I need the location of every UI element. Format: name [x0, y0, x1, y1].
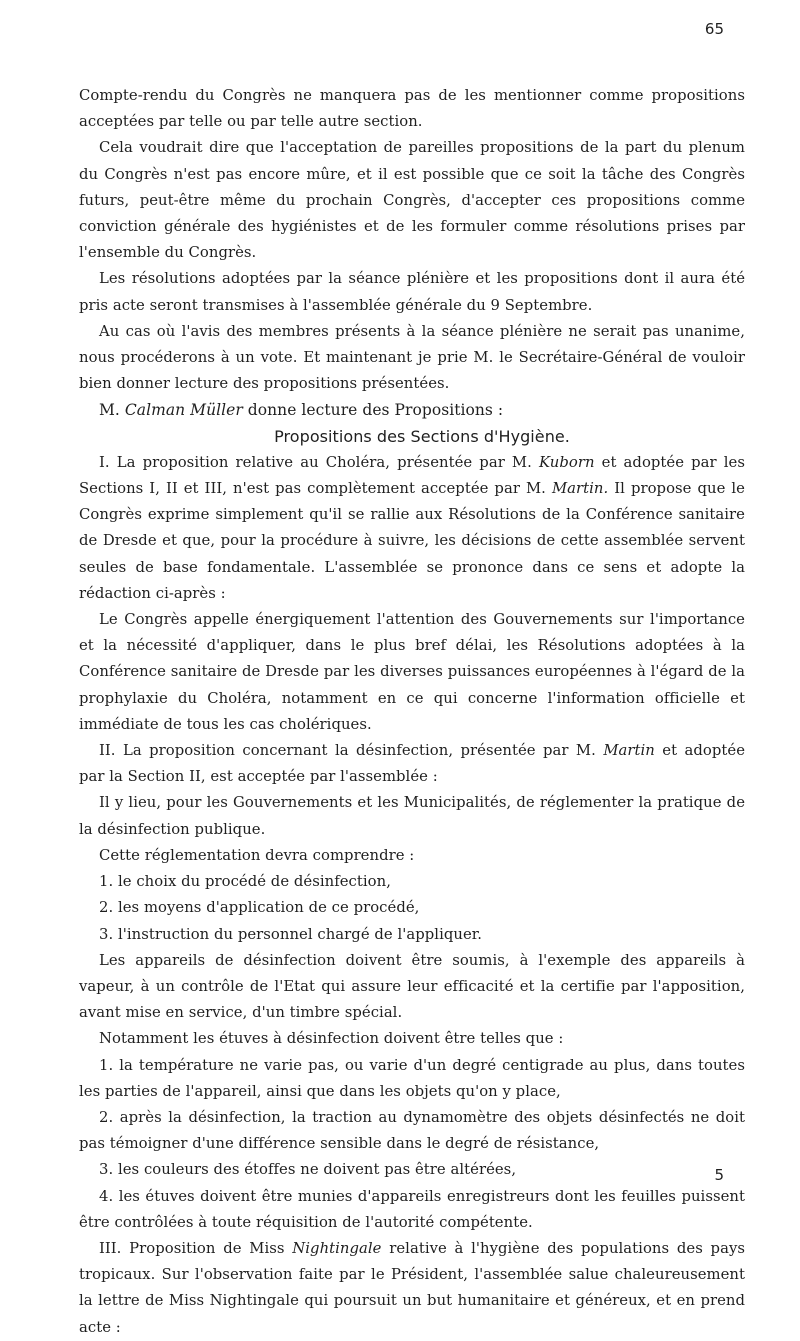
proposition-3 — [79, 1236, 745, 1341]
proposition-1-text-b: et adoptée par les Sections I, II et III, n'est pas complètement acceptée par M. — [79, 453, 745, 498]
list-item: 3. les couleurs des étoffes ne doivent pas être altérées, — [99, 1161, 517, 1179]
page-number-top: 65 — [704, 20, 724, 38]
document-body — [79, 83, 745, 1341]
section-heading: Propositions des Sections d'Hygiène. — [274, 426, 570, 446]
list-item: 2. les moyens d'application de ce procédé, — [99, 899, 420, 917]
author-name: Kuborn — [538, 453, 595, 471]
paragraph: Compte-rendu du Congrès ne manquera pas de les mentionner comme propositions acceptées par telle ou par telle autre section. — [79, 87, 745, 131]
proposition-3-text-a: III. Proposition de Miss — [99, 1239, 285, 1257]
proposition-2-text-a: II. La proposition concernant la désinfection, présentée par M. — [99, 742, 596, 760]
paragraph: Au cas où l'avis des membres présents à la séance plénière ne serait pas unanime, nous procéderons à un vote. Et maintenant je prie M. le Secrétaire-Général de vouloir bien donner lecture des propositions présentées. — [79, 322, 745, 393]
author-name: Nightingale — [292, 1239, 382, 1257]
paragraph: Il y lieu, pour les Gouvernements et les Municipalités, de réglementer la pratique de la désinfection publique. — [79, 794, 745, 838]
list-item: 1. la température ne varie pas, ou varie d'un degré centigrade au plus, dans toutes les parties de l'appareil, ainsi que dans les objets qu'on y place, — [79, 1056, 745, 1100]
proposition-1-text-a: I. La proposition relative au Choléra, présentée par M. — [99, 453, 532, 471]
list-item: 2. après la désinfection, la traction au dynamomètre des objets désinfectés ne doit pas témoigner d'une différence sensible dans le degré de résistance, — [79, 1108, 745, 1153]
intro-prefix: M. — [99, 401, 120, 420]
proposition-3-text-b: relative à l'hygiène des populations des pays tropicaux. Sur l'observation faite par le Président, l'assemblée salue chaleureusement la lettre de Miss Nightingale qui poursuit un but humanitaire et généreux, et en prend acte : — [79, 1239, 746, 1336]
paragraph: Le Congrès appelle énergiquement l'attention des Gouvernements sur l'importance et la nécessité d'appliquer, dans le plus bref délai, les Résolutions adoptées à la Conférence sanitaire de Dresde par les diverses puissances européennes à l'égard de la prophylaxie du Choléra, notamment en ce qui concerne l'information officielle et immédiate de tous les cas cholériques. — [79, 611, 745, 733]
list-item: 3. l'instruction du personnel chargé de l'appliquer. — [99, 925, 483, 943]
list-item: 1. le choix du procédé de désinfection, — [99, 873, 391, 891]
paragraph: Notamment les étuves à désinfection doivent être telles que : — [99, 1030, 564, 1048]
proposition-2-text-b: et adoptée par la Section II, est acceptée par l'assemblée : — [79, 742, 745, 786]
list-item: 4. les étuves doivent être munies d'appareils enregistreurs dont les feuilles puissent être contrôlées à toute réquisition de l'autorité compétente. — [79, 1187, 745, 1231]
page-number-bottom: 5 — [714, 1166, 724, 1184]
paragraph: Cela voudrait dire que l'acceptation de pareilles propositions de la part du plenum du Congrès n'est pas encore mûre, et il est possible que ce soit la tâche des Congrès futurs, peut-être même du prochain Congrès, d'accepter ces propositions comme conviction générale des hygiénistes et de les formuler comme résolutions prises par l'ensemble du Congrès. — [79, 139, 745, 262]
paragraph: Les appareils de désinfection doivent être soumis, à l'exemple des appareils à vapeur, à un contrôle de l'Etat qui assure leur efficacité et la certifie par l'apposition, avant mise en service, d'un timbre spécial. — [79, 951, 745, 1022]
intro-suffix: donne lecture des Propositions : — [247, 401, 504, 420]
proposition-1-text-c: Il propose que le Congrès exprime simplement qu'il se rallie aux Résolutions de la Conférence sanitaire de Dresde et que, pour la procédure à suivre, les décisions de cette assemblée servent seules de base fondamentale. L'assemblée se prononce dans ce sens et adopte la rédaction ci-après : — [79, 480, 745, 602]
paragraph: Les résolutions adoptées par la séance plénière et les propositions dont il aura été pris acte seront transmises à l'assemblée générale du 9 Septembre. — [79, 270, 745, 314]
proposition-2 — [79, 738, 745, 790]
author-name: Martin. — [551, 480, 609, 498]
reading-intro — [79, 397, 745, 423]
author-name: Martin — [603, 742, 655, 760]
paragraph: Cette réglementation devra comprendre : — [99, 846, 415, 864]
proposition-1 — [79, 450, 745, 607]
secretary-name: Calman Müller — [124, 401, 243, 420]
